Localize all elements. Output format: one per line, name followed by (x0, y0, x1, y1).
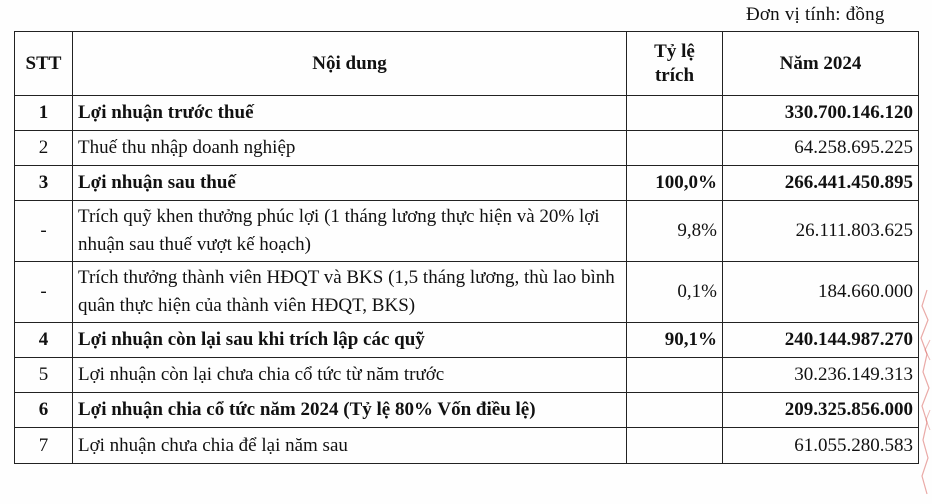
unit-label: Đơn vị tính: đồng (746, 4, 885, 25)
profit-distribution-table (14, 31, 919, 464)
table-row (15, 428, 919, 464)
row-amount: 209.325.856.000 (723, 393, 919, 428)
row-amount: 64.258.695.225 (723, 131, 919, 166)
header-row (15, 32, 919, 96)
table-row (15, 262, 919, 323)
table-row (15, 166, 919, 201)
table-row (15, 358, 919, 393)
row-rate: 9,8% (627, 201, 723, 262)
row-rate: 0,1% (627, 262, 723, 323)
header-stt: STT (15, 32, 73, 96)
row-amount: 330.700.146.120 (723, 96, 919, 131)
row-stt: 4 (15, 323, 73, 358)
row-content: Lợi nhuận sau thuế (73, 166, 627, 201)
table-row (15, 131, 919, 166)
row-amount: 26.111.803.625 (723, 201, 919, 262)
table-row (15, 323, 919, 358)
row-amount: 30.236.149.313 (723, 358, 919, 393)
row-amount: 240.144.987.270 (723, 323, 919, 358)
row-rate (627, 96, 723, 131)
row-content: Lợi nhuận còn lại chưa chia cổ tức từ năm trước (73, 358, 627, 393)
row-amount: 61.055.280.583 (723, 428, 919, 464)
row-amount: 266.441.450.895 (723, 166, 919, 201)
row-rate (627, 393, 723, 428)
row-stt: 2 (15, 131, 73, 166)
row-content: Trích thưởng thành viên HĐQT và BKS (1,5 tháng lương, thù lao bình quân thực hiện của thành viên HĐQT, BKS) (73, 262, 627, 323)
row-stt: - (15, 262, 73, 323)
table-row (15, 96, 919, 131)
row-rate: 100,0% (627, 166, 723, 201)
row-rate (627, 358, 723, 393)
row-stt: - (15, 201, 73, 262)
row-stt: 6 (15, 393, 73, 428)
row-stt: 5 (15, 358, 73, 393)
row-stt: 1 (15, 96, 73, 131)
table-row (15, 393, 919, 428)
row-content: Lợi nhuận chia cổ tức năm 2024 (Tỷ lệ 80% Vốn điều lệ) (73, 393, 627, 428)
row-content: Lợi nhuận trước thuế (73, 96, 627, 131)
row-rate: 90,1% (627, 323, 723, 358)
header-content: Nội dung (73, 32, 627, 96)
header-year: Năm 2024 (723, 32, 919, 96)
row-content: Lợi nhuận còn lại sau khi trích lập các quỹ (73, 323, 627, 358)
row-amount: 184.660.000 (723, 262, 919, 323)
table-row (15, 201, 919, 262)
row-rate (627, 428, 723, 464)
header-rate: Tỷ lệ trích (627, 32, 723, 96)
row-stt: 7 (15, 428, 73, 464)
row-content: Trích quỹ khen thưởng phúc lợi (1 tháng lương thực hiện và 20% lợi nhuận sau thuế vượt kế hoạch) (73, 201, 627, 262)
row-content: Thuế thu nhập doanh nghiệp (73, 131, 627, 166)
row-stt: 3 (15, 166, 73, 201)
row-content: Lợi nhuận chưa chia để lại năm sau (73, 428, 627, 464)
margin-stamp-mark (918, 280, 932, 504)
row-rate (627, 131, 723, 166)
